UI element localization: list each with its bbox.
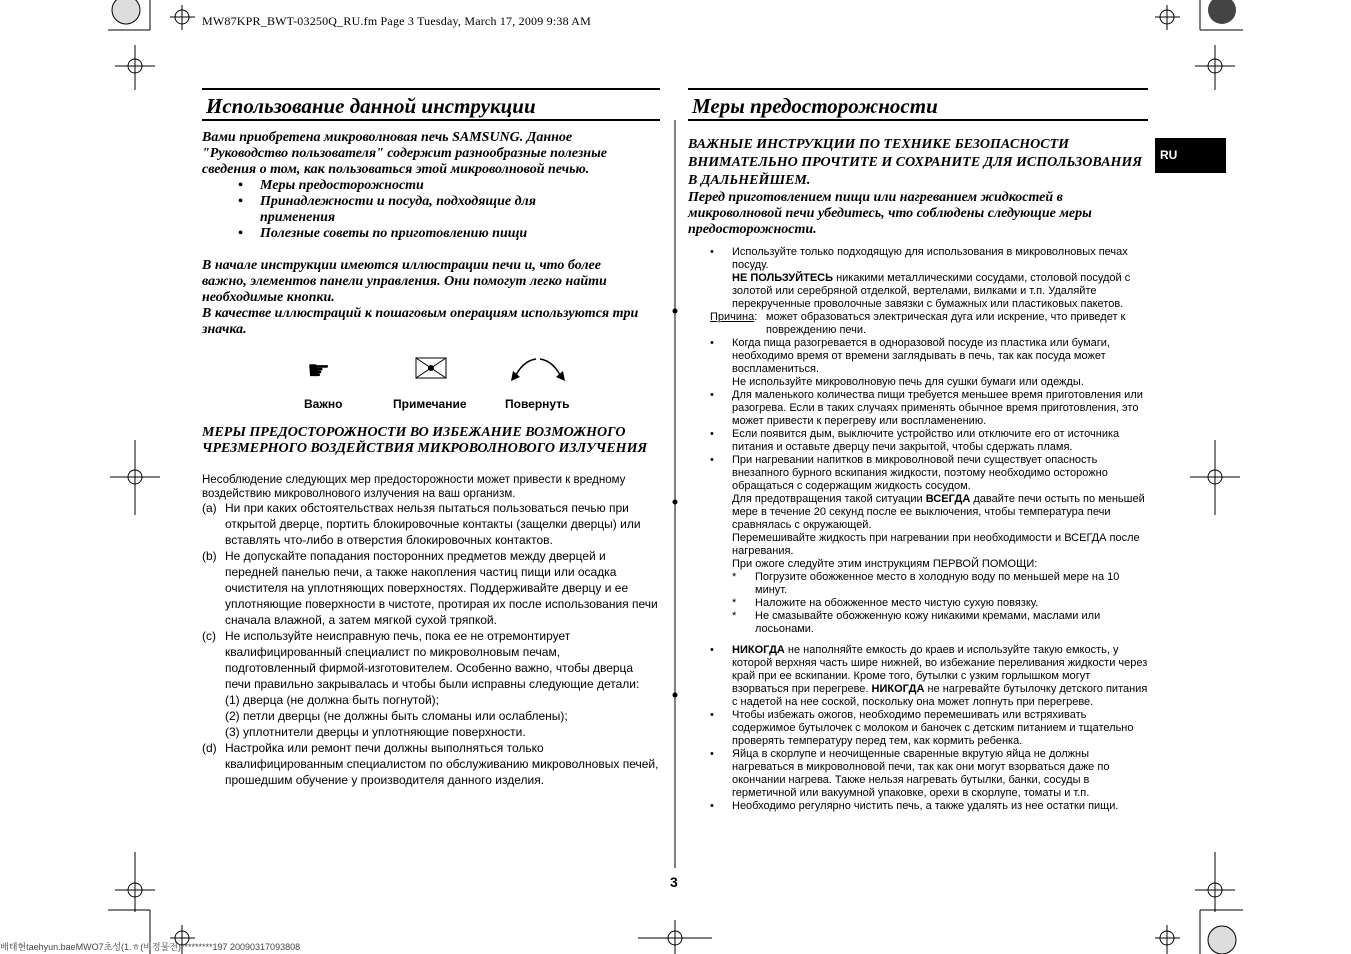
sub-item: (3) уплотнители дверцы и уплотняющие поверхности. — [225, 725, 526, 739]
safety-list — [712, 246, 1148, 813]
print-slug: 배태현taehyun.baeMWO7초성(1.ㅎ(비정물전)*********197 20090317093808 — [0, 942, 301, 952]
list-item: • Используйте только подходящую для использования в микроволновых печах посуду. НЕ ПОЛЬЗУЙТЕСЬ никакими металлическими сосудами, столовой посудой с золотой или серебряной отделкой, вертелами, вилками и т.п. Удаляйте перекрученные проволочные завязки с бумажных или пластиковых пакетов. — [710, 246, 1131, 310]
page-number: 3 — [670, 874, 678, 890]
list-item: • Чтобы избежать ожогов, необходимо перемешивать или встряхивать содержимое бутылочек с молоком и баночек с детским питанием и тщательно проверять температуру перед тем, как кормить ребенка. — [710, 709, 1134, 747]
list-item: • Яйца в скорлупе и неочищенные сваренные вкрутую яйца не должны нагреваться в микроволновой печи, так как они могут взорваться даже по окончании нагрева. Также нельзя нагревать бутылки, банки, сосуды в герметичной или вакуумной упаковке, орехи в скорлупе, томаты и т.п. — [710, 748, 1110, 799]
pointing-hand-icon: ☛ — [307, 355, 331, 385]
icon-label-note: Примечание — [393, 397, 467, 411]
list-item: • Полезные советы по приготовлению пищи — [260, 226, 647, 242]
precaution-intro: Несоблюдение следующих мер предосторожности может привести к вредному воздействию микроволнового излучения на ваш организм. — [202, 474, 626, 500]
first-aid-item: * Наложите на обожженное место чистую сухую повязку. — [732, 597, 1039, 609]
envelope-note-icon — [415, 357, 447, 379]
language-tab: RU — [1155, 138, 1226, 173]
rotate-arrows-icon — [508, 355, 568, 383]
first-aid-item: * Погрузите обожженное место в холодную воду по меньшей мере на 10 минут. — [732, 571, 1120, 596]
list-item: • Когда пища разогревается в одноразовой посуде из пластика или бумаги, необходимо время от времени заглядывать в печь, так как посуда может воспламениться. Не используйте микроволновую печь для сушки бумаги или одежды. — [710, 337, 1110, 388]
list-item: • Необходимо регулярно чистить печь, а также удалять из нее остатки пищи. — [710, 800, 1119, 812]
list-item: (d) Настройка или ремонт печи должны выполняться только квалифицированным специалистом по обслуживанию микроволновых печей, прошедшим обучение у производителя данного изделия. — [202, 741, 659, 787]
list-item: (a) Ни при каких обстоятельствах нельзя пытаться пользоваться печью при открытой дверце, портить блокировочные контакты (защелки дверцы) или вставлять что-либо в отверстия блокировочных контактов. — [202, 501, 641, 547]
list-item: • Если появится дым, выключите устройство или отключите его от источника питания и оставьте дверцу печи закрытой, чтобы сдержать пламя. — [710, 428, 1120, 453]
left-section-title: Использование данной инструкции — [202, 88, 660, 121]
icons-note: В качестве иллюстраций к пошаговым операциям используются три значка. — [202, 306, 639, 337]
list-item: • Для маленького количества пищи требуется меньшее время приготовления или разогрева. Если в таких случаях применять обычное время приготовления, это может привести к перегреву или воспламенению. — [710, 389, 1143, 427]
sub-item: (1) дверца (не должна быть погнутой); — [225, 693, 440, 707]
list-item: • НИКОГДА не наполняйте емкость до краев и используйте такую емкость, у которой верхняя часть шире нижней, во избежание переливания жидкости через край при ее вскипании. Кроме того, бутылки с узким горлышком могут взорваться при перегреве. НИКОГДА не нагревайте бутылочку детского питания с надетой на нее соской, поскольку она может лопнуть при перегреве. — [710, 644, 1148, 708]
left-intro: Вами приобретена микроволновая печь SAMSUNG. Данное "Руководство пользователя" содержит разнообразные полезные сведения о том, как пользоваться этой микроволновой печью. — [202, 130, 607, 177]
right-section-title: Меры предосторожности — [688, 88, 1148, 121]
file-header: MW87KPR_BWT-03250Q_RU.fm Page 3 Tuesday, March 17, 2009 9:38 AM — [202, 14, 592, 28]
right-intro: Перед приготовлением пищи или нагреванием жидкостей в микроволновой печи убедитесь, что соблюдены следующие меры предосторожности. — [688, 190, 1092, 237]
list-item: • При нагревании напитков в микроволновой печи существует опасность внезапного бурного вскипания жидкости, поэтому необходимо осторожно обращаться с содержащим жидкость сосудом. Для предотвращения такой ситуации ВСЕГДА давайте печи остыть по меньшей мере в течение 20 секунд после ее выключения, чтобы температура печи сравнялась с окружающей. Перемешивайте жидкость при нагревании при необходимости и ВСЕГДА после нагревания. При ожоге следуйте этим инструкциям ПЕРВОЙ ПОМОЩИ: * Погрузите обожженное место в холодную воду по меньшей мере на 10 минут. * Наложите на обожженное место чистую сухую повязку. * Не смазывайте обожженную кожу никакими кремами, маслами или лосьонами. — [710, 454, 1148, 636]
list-item: (c) Не используйте неисправную печь, пока ее не отремонтирует квалифицированный специалист по микроволновым печам, подготовленный фирмой-изготовителем. Особенно важно, чтобы дверца печи правильно закрывалась и чтобы были исправны следующие детали: (1) дверца (не должна быть погнутой); (2) петли дверцы (не должны быть сломаны или ослаблены); (3) уплотнители дверцы и уплотняющие поверхности. — [202, 628, 662, 740]
illustration-note: В начале инструкции имеются иллюстрации печи и, что более важно, элементов панели управления. Они помогут легко найти необходимые кнопки. — [202, 258, 607, 305]
list-item: • Меры предосторожности — [260, 178, 647, 194]
left-intro-block — [202, 130, 647, 338]
precaution-list — [202, 500, 662, 788]
sub-item: (2) петли дверцы (не должны быть сломаны или ослаблены); — [225, 709, 568, 723]
contents-list — [202, 178, 647, 242]
list-item: (b) Не допускайте попадания посторонних предметов между дверцей и передней панелью печи, а также накопления частиц пищи или осадка очистителя на уплотняющих поверхностях. Поддерживайте дверцу и ее уплотняющие поверхности в чистоте, протирая их после использования печи сначала влажной, а затем мягкой сухой тряпкой. — [202, 549, 658, 627]
icon-label-important: Важно — [304, 397, 343, 411]
precaution-title: МЕРЫ ПРЕДОСТОРОЖНОСТИ ВО ИЗБЕЖАНИЕ ВОЗМОЖНОГО ЧРЕЗМЕРНОГО ВОЗДЕЙСТВИЯ МИКРОВОЛНОВОГО ИЗЛУЧЕНИЯ — [202, 425, 648, 456]
reason-row: Причина: может образоваться электрическая дуга или искрение, что приведет к повреждению печи. — [710, 311, 1126, 336]
icon-label-turn: Повернуть — [505, 397, 570, 411]
important-heading: ВАЖНЫЕ ИНСТРУКЦИИ ПО ТЕХНИКЕ БЕЗОПАСНОСТИ ВНИМАТЕЛЬНО ПРОЧТИТЕ И СОХРАНИТЕ ДЛЯ ИСПОЛЬЗОВАНИЯ В ДАЛЬНЕЙШЕМ. — [688, 137, 1142, 188]
list-item: • Принадлежности и посуда, подходящие для применения — [260, 194, 647, 226]
first-aid-item: * Не смазывайте обожженную кожу никакими кремами, маслами или лосьонами. — [732, 610, 1101, 635]
